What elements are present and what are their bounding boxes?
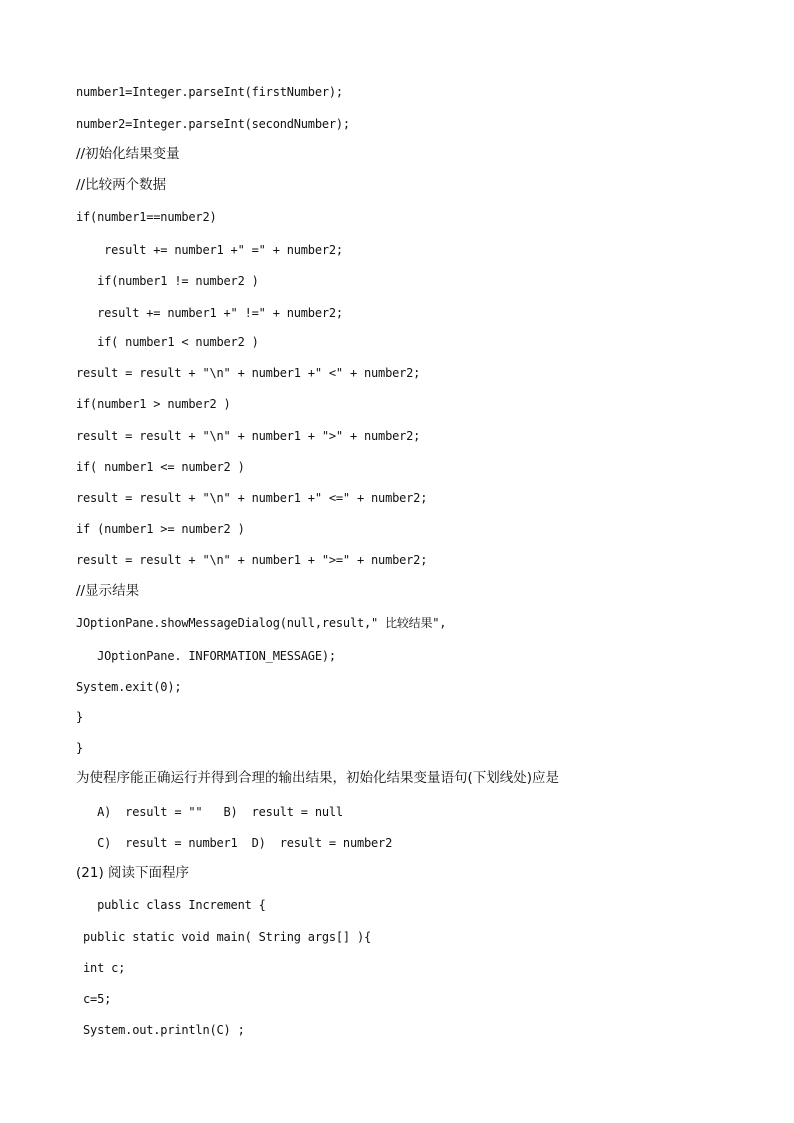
code-line-println: System.out.println(C) ; (76, 1023, 245, 1037)
code-line-if-not-equal: if(number1 != number2 ) (76, 274, 259, 288)
comment-compare: //比较两个数据 (76, 177, 167, 193)
code-line-show-dialog: JOptionPane.showMessageDialog(null,result," 比较结果", (76, 616, 447, 630)
code-line-result-greater: result = result + "\n" + number1 + ">" + number2; (76, 429, 421, 443)
code-line-parse-number2: number2=Integer.parseInt(secondNumber); (76, 117, 350, 131)
answer-options-ab: A) result = "" B) result = null (76, 805, 343, 819)
comment-show-result: //显示结果 (76, 583, 140, 599)
code-line-if-less-equal: if( number1 <= number2 ) (76, 460, 245, 474)
code-line-result-equal: result += number1 +" =" + number2; (76, 243, 343, 257)
code-line-if-less: if( number1 < number2 ) (76, 335, 259, 349)
code-line-result-less: result = result + "\n" + number1 +" <" + number2; (76, 366, 421, 380)
code-line-main-decl: public static void main( String args[] ){ (76, 930, 372, 944)
code-line-class-decl: public class Increment { (76, 898, 266, 912)
code-line-if-equal: if(number1==number2) (76, 210, 217, 224)
code-line-exit: System.exit(0); (76, 680, 182, 694)
code-line-result-less-equal: result = result + "\n" + number1 +" <=" + number2; (76, 491, 428, 505)
code-line-result-greater-equal: result = result + "\n" + number1 + ">=" + number2; (76, 553, 428, 567)
code-line-if-greater: if(number1 > number2 ) (76, 397, 231, 411)
question-prompt: 为使程序能正确运行并得到合理的输出结果，初始化结果变量语句(下划线处)应是 (76, 770, 560, 786)
code-line-int-decl: int c; (76, 961, 126, 975)
code-line-close-method: } (76, 710, 84, 724)
question-21-heading: (21) 阅读下面程序 (76, 865, 190, 881)
comment-init-result: //初始化结果变量 (76, 146, 180, 162)
code-line-parse-number1: number1=Integer.parseInt(firstNumber); (76, 85, 343, 99)
code-line-if-greater-equal: if (number1 >= number2 ) (76, 522, 245, 536)
code-line-assign: c=5; (76, 992, 112, 1006)
answer-options-cd: C) result = number1 D) result = number2 (76, 836, 393, 850)
code-line-result-not-equal: result += number1 +" !=" + number2; (76, 306, 343, 320)
code-line-close-class: } (76, 741, 84, 755)
code-line-dialog-type: JOptionPane. INFORMATION_MESSAGE); (76, 649, 336, 663)
